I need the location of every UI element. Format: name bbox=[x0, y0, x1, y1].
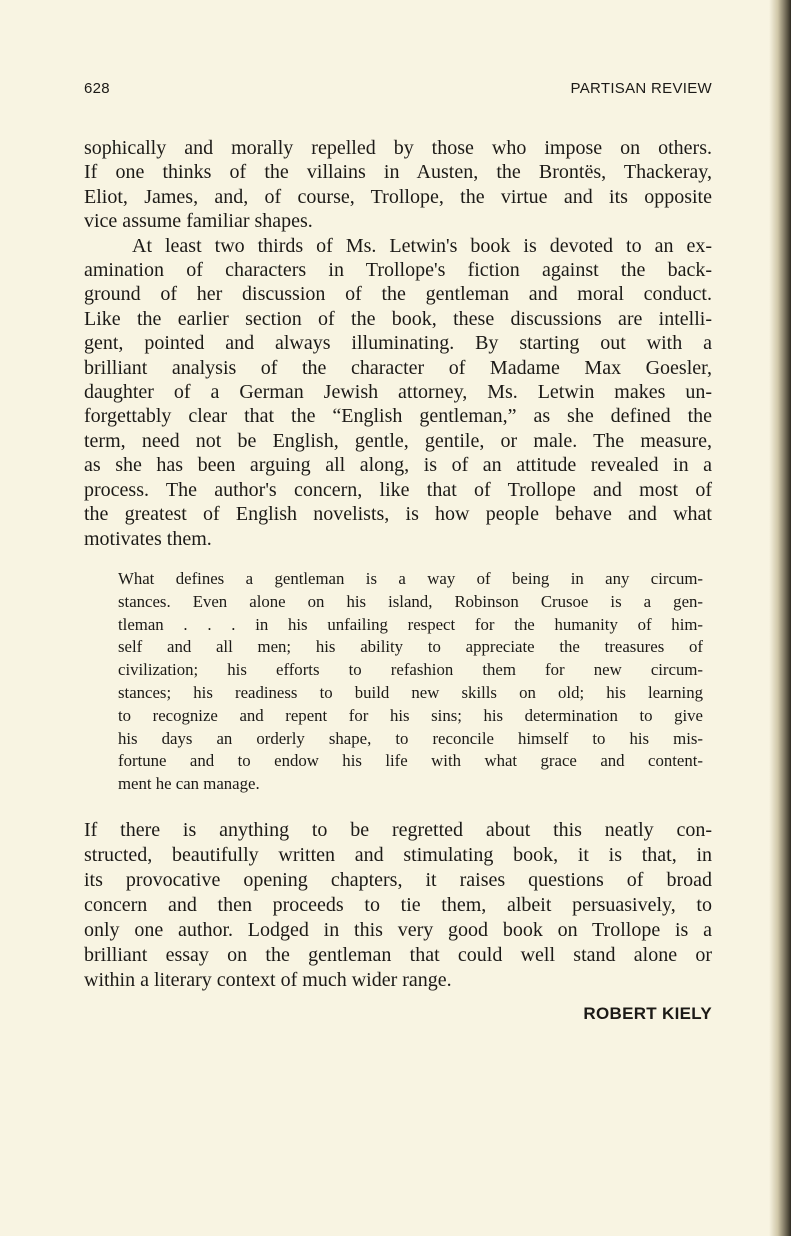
text-line: its provocative opening chapters, it raises questions of broad bbox=[84, 869, 712, 891]
quote-line: fortune and to endow his life with what grace and content- bbox=[118, 751, 703, 771]
text-line: amination of characters in Trollope's fiction against the back- bbox=[84, 259, 712, 282]
text-line: gent, pointed and always illuminating. By starting out with a bbox=[84, 332, 712, 355]
text-line: At least two thirds of Ms. Letwin's book is devoted to an ex- bbox=[132, 234, 712, 257]
text-line: daughter of a German Jewish attorney, Ms. Letwin makes un- bbox=[84, 381, 712, 404]
quote-line: stances. Even alone on his island, Robinson Crusoe is a gen- bbox=[118, 591, 703, 611]
text-line: motivates them. bbox=[84, 527, 212, 550]
closing-paragraph bbox=[84, 818, 712, 993]
quote-line: his days an orderly shape, to reconcile himself to his mis- bbox=[118, 728, 703, 748]
book-binding-shadow bbox=[769, 0, 791, 1236]
text-line: concern and then proceeds to tie them, albeit persuasively, to bbox=[84, 894, 712, 916]
quote-line: What defines a gentleman is a way of being in any circum- bbox=[118, 569, 703, 588]
quote-line: stances; his readiness to build new skills on old; his learning bbox=[118, 682, 703, 702]
text-line: Eliot, James, and, of course, Trollope, the virtue and its opposite bbox=[84, 185, 712, 208]
text-line: sophically and morally repelled by those who impose on others. bbox=[84, 137, 712, 159]
quote-line: civilization; his efforts to refashion them for new circum- bbox=[118, 660, 703, 680]
text-line: brilliant essay on the gentleman that could well stand alone or bbox=[84, 944, 712, 966]
text-line: structed, beautifully written and stimulating book, it is that, in bbox=[84, 844, 712, 866]
text-line: If there is anything to be regretted about this neatly con- bbox=[84, 819, 712, 841]
text-line: within a literary context of much wider range. bbox=[84, 969, 452, 991]
text-line: only one author. Lodged in this very good book on Trollope is a bbox=[84, 919, 712, 941]
text-line: vice assume familiar shapes. bbox=[84, 210, 313, 233]
page-number: 628 bbox=[84, 80, 110, 97]
quote-line: ment he can manage. bbox=[118, 774, 260, 794]
body-text bbox=[84, 136, 712, 551]
text-line: Like the earlier section of the book, these discussions are intelli- bbox=[84, 307, 712, 330]
running-header bbox=[84, 80, 712, 100]
text-line: the greatest of English novelists, is how people behave and what bbox=[84, 503, 712, 526]
text-line: process. The author's concern, like that of Trollope and most of bbox=[84, 478, 712, 501]
text-line: forgettably clear that the “English gentleman,” as she defined the bbox=[84, 405, 712, 428]
quote-line: self and all men; his ability to appreciate the treasures of bbox=[118, 637, 703, 657]
quote-line: tleman . . . in his unfailing respect for the humanity of him- bbox=[118, 614, 703, 634]
text-line: If one thinks of the villains in Austen, the Brontës, Thackeray, bbox=[84, 161, 712, 184]
quote-line: to recognize and repent for his sins; his determination to give bbox=[118, 705, 703, 725]
text-line: as she has been arguing all along, is of an attitude revealed in a bbox=[84, 454, 712, 477]
text-line: brilliant analysis of the character of Madame Max Goesler, bbox=[84, 356, 712, 379]
block-quote bbox=[118, 568, 703, 796]
text-line: term, need not be English, gentle, gentile, or male. The measure, bbox=[84, 429, 712, 452]
author-signature: ROBERT KIELY bbox=[583, 1004, 712, 1023]
text-line: ground of her discussion of the gentleman and moral conduct. bbox=[84, 283, 712, 306]
journal-title: PARTISAN REVIEW bbox=[570, 80, 712, 97]
